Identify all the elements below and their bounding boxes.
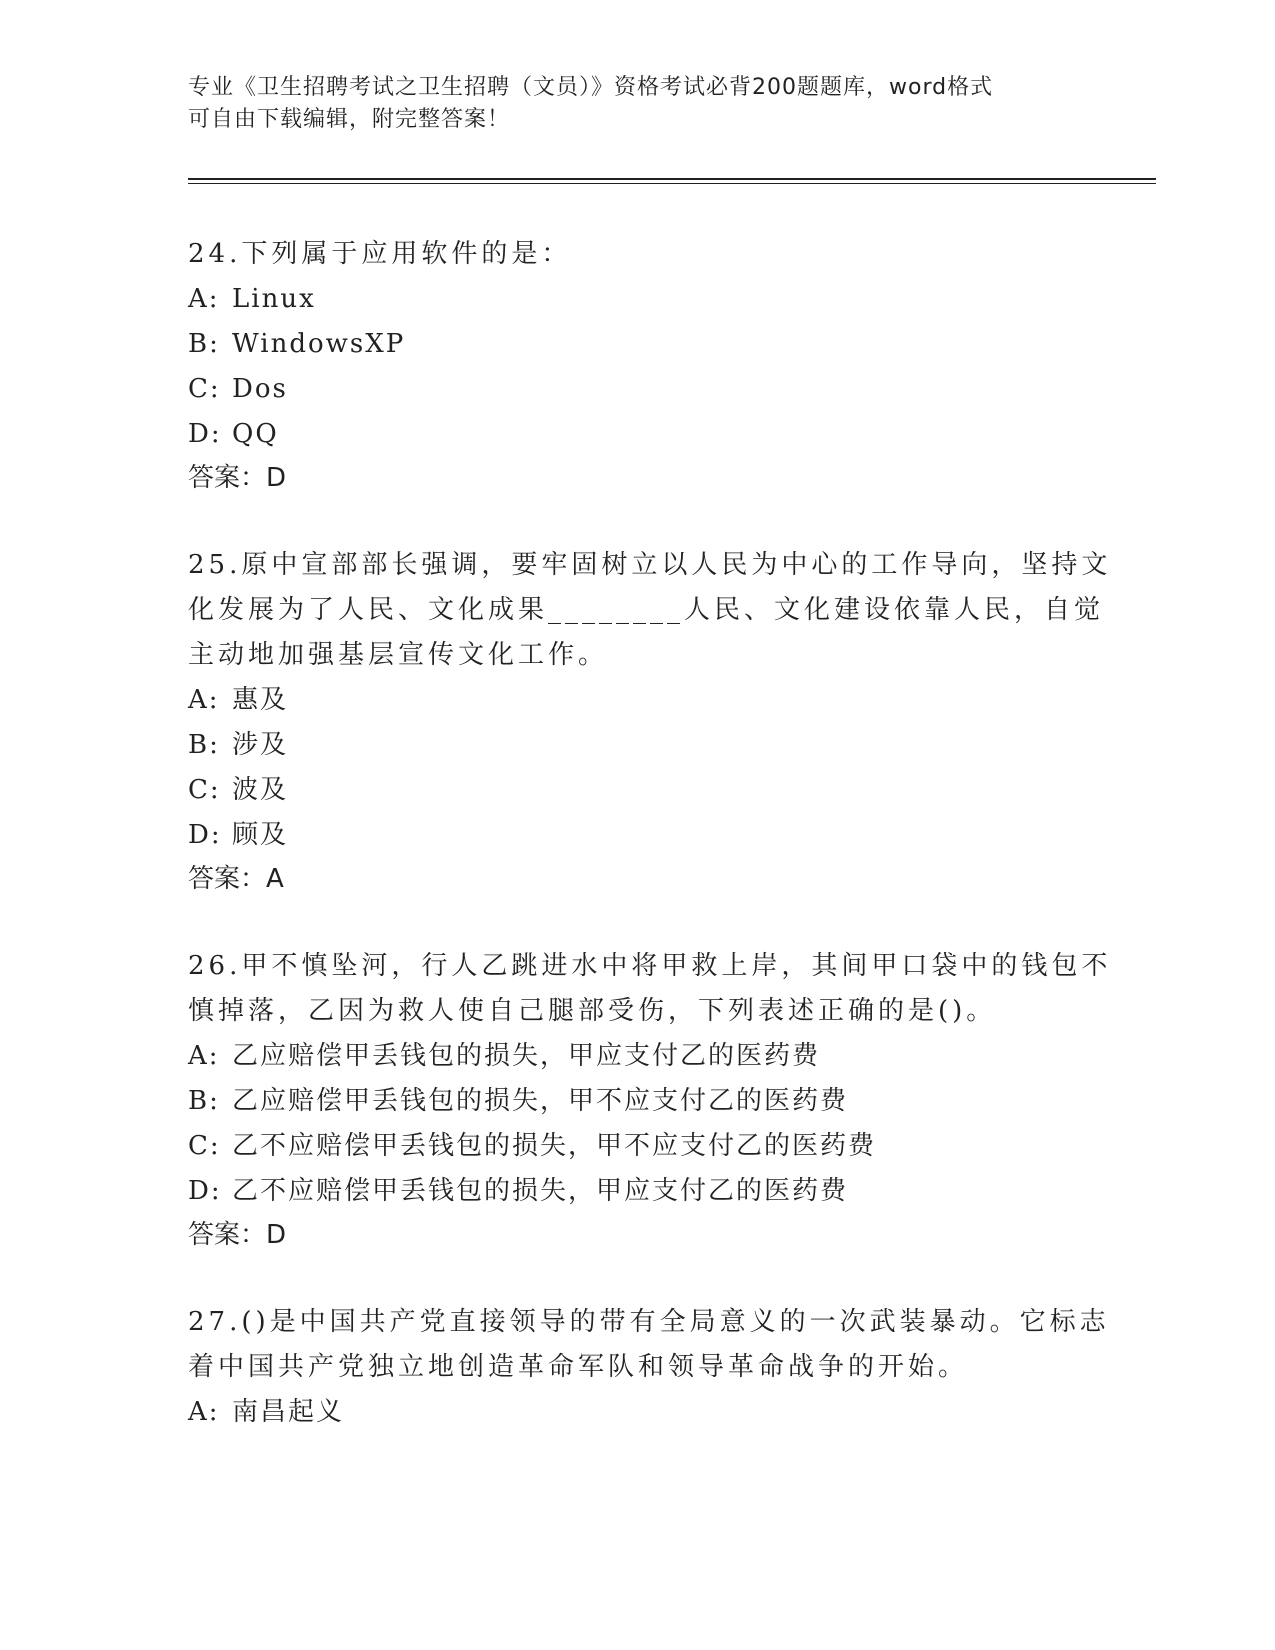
option-text: 乙应赔偿甲丢钱包的损失，甲应支付乙的医药费: [232, 1041, 821, 1071]
option-a: [188, 1034, 1088, 1079]
question-stem: [188, 944, 1112, 1034]
option-key: B:: [188, 730, 220, 760]
option-key: A:: [188, 284, 220, 314]
option-key: C:: [188, 775, 221, 805]
question-stem-line: 26.甲不慎坠河，行人乙跳进水中将甲救上岸，其间甲口袋中的钱包不: [188, 951, 1112, 981]
question-list: [188, 232, 1112, 1479]
header-divider-thick: [188, 178, 1156, 180]
question-25: [188, 543, 1112, 900]
header-divider-thin: [188, 183, 1156, 184]
option-text: Linux: [232, 284, 316, 314]
question-stem-line: 25.原中宣部部长强调，要牢固树立以人民为中心的工作导向，坚持文: [188, 550, 1112, 580]
option-text: 惠及: [232, 685, 289, 715]
header-title-line-2: 可自由下载编辑，附完整答案！: [188, 107, 511, 132]
question-stem-line: 主动地加强基层宣传文化工作。: [188, 640, 609, 670]
document-header: [188, 72, 1068, 136]
question-stem: [188, 543, 1112, 678]
answer-line: 答案：D: [188, 1220, 287, 1250]
option-key: B:: [188, 1086, 220, 1116]
option-text: 乙不应赔偿甲丢钱包的损失，甲不应支付乙的医药费: [232, 1131, 877, 1161]
option-text: 乙应赔偿甲丢钱包的损失，甲不应支付乙的医药费: [232, 1086, 849, 1116]
question-stem-line: 着中国共产党独立地创造革命军队和领导革命战争的开始。: [188, 1352, 969, 1382]
option-text: 波及: [232, 775, 289, 805]
option-d: [188, 813, 1088, 858]
answer-line: 答案：A: [188, 864, 284, 894]
answer-line: 答案：D: [188, 463, 287, 493]
option-key: A:: [188, 685, 220, 715]
question-stem-line: 化发展为了人民、文化成果________人民、文化建设依靠人民，自觉: [188, 595, 1105, 625]
option-key: D:: [188, 1176, 222, 1206]
option-key: A:: [188, 1041, 220, 1071]
option-c: [188, 1124, 1088, 1169]
question-stem-line: 27.()是中国共产党直接领导的带有全局意义的一次武装暴动。它标志: [188, 1307, 1110, 1337]
header-title-line-1: 专业《卫生招聘考试之卫生招聘（文员）》资格考试必背200题题库，word格式: [188, 75, 994, 100]
option-b: [188, 723, 1088, 768]
option-c: [188, 367, 1088, 412]
option-a: [188, 678, 1088, 723]
option-key: C:: [188, 1131, 221, 1161]
option-key: D:: [188, 419, 222, 449]
question-stem-line: 慎掉落，乙因为救人使自己腿部受伤，下列表述正确的是()。: [188, 996, 997, 1026]
option-text: QQ: [232, 419, 279, 449]
question-stem: [188, 1300, 1110, 1390]
question-stem-line: 24.下列属于应用软件的是：: [188, 239, 572, 269]
option-key: D:: [188, 820, 222, 850]
question-stem: [188, 232, 1088, 277]
option-d: [188, 1169, 1088, 1214]
option-text: 顾及: [232, 820, 289, 850]
option-key: B:: [188, 329, 220, 359]
option-key: C:: [188, 374, 221, 404]
option-c: [188, 768, 1088, 813]
option-d: [188, 412, 1088, 457]
option-a: [188, 1390, 1088, 1435]
option-text: Dos: [232, 374, 288, 404]
option-text: 乙不应赔偿甲丢钱包的损失，甲应支付乙的医药费: [232, 1176, 849, 1206]
option-a: [188, 277, 1088, 322]
question-27: [188, 1300, 1110, 1435]
option-text: WindowsXP: [232, 329, 406, 359]
question-24: [188, 232, 1088, 499]
option-b: [188, 1079, 1088, 1124]
question-26: [188, 944, 1112, 1256]
option-text: 涉及: [232, 730, 289, 760]
option-key: A:: [188, 1397, 220, 1427]
option-text: 南昌起义: [232, 1397, 345, 1427]
option-b: [188, 322, 1088, 367]
